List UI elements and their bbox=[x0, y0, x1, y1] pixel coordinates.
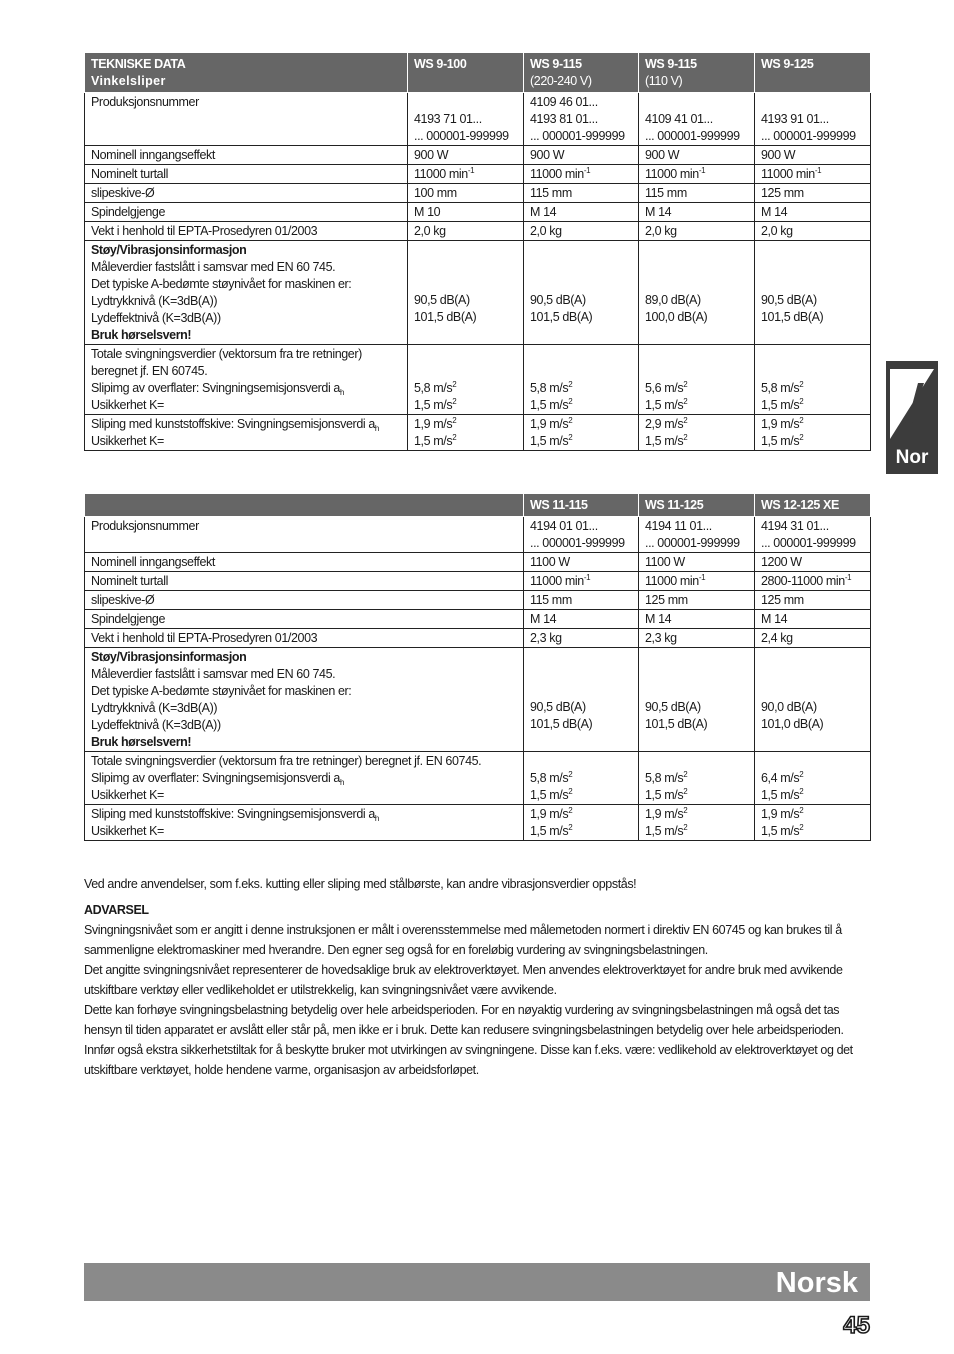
table-cell bbox=[639, 805, 755, 841]
noise-text: Lydtrykknivå (K=3dB(A)) bbox=[91, 294, 218, 308]
vibration-value: 5,8 m/s bbox=[530, 771, 569, 785]
table-header-row bbox=[85, 53, 871, 93]
table-cell: 115 mm bbox=[524, 184, 639, 203]
column-model: WS 9-115 bbox=[530, 57, 582, 71]
noise-text: Måleverdier fastslått i samsvar med EN 60 745. bbox=[91, 667, 336, 681]
unit-exponent: 2 bbox=[452, 397, 457, 406]
production-number: 4109 46 01... bbox=[530, 95, 598, 109]
table-cell: 125 mm bbox=[755, 591, 871, 610]
table-cell: 2,0 kg bbox=[639, 222, 755, 241]
hearing-protection-note: Bruk hørselsvern! bbox=[91, 328, 192, 342]
table-row bbox=[85, 93, 871, 146]
noise-title: Støy/Vibrasjonsinformasjon bbox=[91, 650, 247, 664]
table-cell: M 10 bbox=[408, 203, 524, 222]
warning-paragraph: Det angitte svingningsnivået representerer de hovedsaklige bruk av elektroverktøyet. Men anvendes elektroverktøyet for andre bruk med avvikende utskiftbare verktøy eller vedlikeholdet er utilstrekkelig, kan svingningsnivået være avvikende. bbox=[84, 963, 843, 997]
production-number: 4194 01 01... bbox=[530, 519, 598, 533]
table-row bbox=[85, 203, 871, 222]
uncertainty-value: 1,5 m/s bbox=[645, 824, 684, 838]
unit-exponent: -1 bbox=[698, 573, 706, 582]
table-cell bbox=[639, 517, 755, 553]
vibration-value: 5,8 m/s bbox=[414, 381, 453, 395]
vibration-value: 1,9 m/s bbox=[761, 417, 800, 431]
column-voltage: (110 V) bbox=[645, 74, 683, 88]
row-label: slipeskive-Ø bbox=[85, 591, 524, 610]
sound-power: 101,5 dB(A) bbox=[414, 310, 477, 324]
noise-title: Støy/Vibrasjonsinformasjon bbox=[91, 243, 247, 257]
table-row bbox=[85, 629, 871, 648]
unit-exponent: 2 bbox=[452, 380, 457, 389]
speed-value: 11000 min bbox=[645, 574, 699, 588]
unit-exponent: -1 bbox=[814, 166, 822, 175]
table-cell: 115 mm bbox=[639, 184, 755, 203]
uncertainty-value: 1,5 m/s bbox=[414, 398, 453, 412]
sound-pressure: 90,5 dB(A) bbox=[414, 293, 470, 307]
table-cell bbox=[524, 415, 639, 451]
serial-range: ... 000001-999999 bbox=[645, 129, 740, 143]
table-cell bbox=[755, 415, 871, 451]
table-cell bbox=[524, 805, 639, 841]
table-row-noise bbox=[85, 241, 871, 345]
notes-section bbox=[84, 874, 874, 1080]
row-label: Spindelgjenge bbox=[85, 610, 524, 629]
table-cell bbox=[639, 241, 755, 345]
table-title-cell bbox=[85, 53, 408, 93]
serial-range: ... 000001-999999 bbox=[530, 536, 625, 550]
column-header bbox=[408, 53, 524, 93]
table-cell bbox=[755, 345, 871, 415]
warning-paragraph: Svingningsnivået som er angitt i denne instruksjonen er målt i overensstemmelse med målemetoden normert i direktiv EN 60745 og kan brukes til å sammenligne elektromaskiner med hverandre. Den egner seg også for en foreløbig vurdering av svingningsbelastningen. bbox=[84, 923, 842, 957]
vibration-value: 1,9 m/s bbox=[530, 807, 569, 821]
vibration-text: Sliping med kunststoffskive: Svingningsemisjonsverdi a bbox=[91, 417, 375, 431]
row-label: Produksjonsnummer bbox=[85, 93, 408, 146]
table-cell bbox=[524, 93, 639, 146]
table-cell bbox=[639, 415, 755, 451]
table-row bbox=[85, 572, 871, 591]
warning-icon bbox=[890, 369, 934, 439]
sound-power: 101,0 dB(A) bbox=[761, 717, 824, 731]
unit-exponent: 2 bbox=[568, 823, 573, 832]
vibration-text: Slipimg av overflater: Svingningsemisjonsverdi a bbox=[91, 381, 340, 395]
unit-exponent: 2 bbox=[799, 770, 804, 779]
table-cell: 2,3 kg bbox=[639, 629, 755, 648]
uncertainty-value: 1,5 m/s bbox=[761, 824, 800, 838]
noise-info-cell bbox=[85, 241, 408, 345]
tech-data-table-2 bbox=[84, 493, 871, 841]
column-model: WS 9-100 bbox=[414, 57, 467, 71]
footer-language: Norsk bbox=[775, 1267, 858, 1299]
subscript: h bbox=[339, 388, 345, 397]
table-cell bbox=[639, 752, 755, 805]
column-header: WS 11-125 bbox=[639, 494, 755, 517]
vibration-text: Totale svingningsverdier (vektorsum fra tre retninger) beregnet jf. EN 60745. bbox=[91, 754, 482, 768]
vibration-text: Usikkerhet K= bbox=[91, 434, 164, 448]
warning-paragraph: Dette kan forhøye svingningsbelastning betydelig over hele arbeidsperioden. For en nøyaktig vurdering av svingningsbelastningen må også det tas hensyn til tiden apparatet er avslått eller står på, men ikke er i bruk. Dette kan redusere svingningsbelastningen betydelig over hele arbeidsperioden. bbox=[84, 1003, 844, 1037]
table-cell bbox=[755, 241, 871, 345]
unit-exponent: 2 bbox=[799, 397, 804, 406]
uncertainty-value: 1,5 m/s bbox=[530, 398, 569, 412]
vibration-value: 1,9 m/s bbox=[645, 807, 684, 821]
column-header: WS 11-115 bbox=[524, 494, 639, 517]
vibration-info-cell bbox=[85, 805, 524, 841]
table-cell bbox=[755, 93, 871, 146]
speed-value: 11000 min bbox=[761, 167, 815, 181]
table-cell: M 14 bbox=[639, 203, 755, 222]
unit-exponent: 2 bbox=[799, 806, 804, 815]
unit-exponent: 2 bbox=[568, 787, 573, 796]
table-header-row bbox=[85, 494, 871, 517]
vibration-info-cell bbox=[85, 345, 408, 415]
unit-exponent: 2 bbox=[799, 416, 804, 425]
vibration-value: 5,8 m/s bbox=[645, 771, 684, 785]
table-cell bbox=[755, 752, 871, 805]
table-row-noise bbox=[85, 648, 871, 752]
uncertainty-value: 1,5 m/s bbox=[761, 788, 800, 802]
speed-value: 11000 min bbox=[530, 574, 584, 588]
vibration-text: Usikkerhet K= bbox=[91, 398, 164, 412]
unit-exponent: 2 bbox=[568, 416, 573, 425]
table-cell bbox=[755, 648, 871, 752]
column-model: WS 9-125 bbox=[761, 57, 814, 71]
side-tab-label: Nor bbox=[895, 447, 929, 468]
unit-exponent: 2 bbox=[799, 787, 804, 796]
table-cell bbox=[639, 93, 755, 146]
table-row bbox=[85, 184, 871, 203]
uncertainty-value: 1,5 m/s bbox=[645, 398, 684, 412]
sound-pressure: 90,0 dB(A) bbox=[761, 700, 817, 714]
column-voltage: (220-240 V) bbox=[530, 74, 592, 88]
row-label: Nominell inngangseffekt bbox=[85, 146, 408, 165]
vibration-value: 1,9 m/s bbox=[414, 417, 453, 431]
vibration-value: 5,6 m/s bbox=[645, 381, 684, 395]
vibration-info-cell bbox=[85, 752, 524, 805]
noise-info-cell bbox=[85, 648, 524, 752]
sound-pressure: 90,5 dB(A) bbox=[761, 293, 817, 307]
unit-exponent: 2 bbox=[799, 433, 804, 442]
unit-exponent: 2 bbox=[568, 433, 573, 442]
unit-exponent: 2 bbox=[683, 770, 688, 779]
sound-pressure: 89,0 dB(A) bbox=[645, 293, 701, 307]
hearing-protection-note: Bruk hørselsvern! bbox=[91, 735, 192, 749]
table-cell bbox=[755, 517, 871, 553]
row-label: Vekt i henhold til EPTA-Prosedyren 01/2003 bbox=[85, 222, 408, 241]
table-cell: 900 W bbox=[408, 146, 524, 165]
noise-text: Måleverdier fastslått i samsvar med EN 60 745. bbox=[91, 260, 336, 274]
speed-value: 11000 min bbox=[530, 167, 584, 181]
sound-power: 101,5 dB(A) bbox=[530, 717, 593, 731]
production-number: 4193 91 01... bbox=[761, 112, 829, 126]
table-row bbox=[85, 146, 871, 165]
unit-exponent: -1 bbox=[583, 166, 591, 175]
table-cell bbox=[755, 572, 871, 591]
unit-exponent: -1 bbox=[844, 573, 852, 582]
table-cell: 2,4 kg bbox=[755, 629, 871, 648]
sound-pressure: 90,5 dB(A) bbox=[530, 293, 586, 307]
table-cell: 115 mm bbox=[524, 591, 639, 610]
unit-exponent: -1 bbox=[583, 573, 591, 582]
table-cell bbox=[524, 241, 639, 345]
table-cell bbox=[408, 415, 524, 451]
table-cell: 125 mm bbox=[755, 184, 871, 203]
warning-paragraph: Innfør også ekstra sikkerhetstiltak for å beskytte bruker mot utvirkingen av svingningene. Disse kan f.eks. være: vedlikehold av elektroverktøyet og det utskiftbare verktøyet, holde hendene varme, organisasjon av arbeidsforløpet. bbox=[84, 1043, 853, 1077]
vibration-value: 1,9 m/s bbox=[530, 417, 569, 431]
uncertainty-value: 1,5 m/s bbox=[530, 434, 569, 448]
unit-exponent: 2 bbox=[683, 433, 688, 442]
table-cell: M 14 bbox=[639, 610, 755, 629]
unit-exponent: 2 bbox=[568, 806, 573, 815]
production-number: 4194 11 01... bbox=[645, 519, 712, 533]
table-row bbox=[85, 553, 871, 572]
table-cell bbox=[408, 165, 524, 184]
unit-exponent: 2 bbox=[683, 380, 688, 389]
noise-text: Det typiske A-bedømte støynivået for maskinen er: bbox=[91, 277, 352, 291]
unit-exponent: 2 bbox=[683, 416, 688, 425]
production-number: 4193 71 01... bbox=[414, 112, 482, 126]
table-row-vibration bbox=[85, 415, 871, 451]
table-cell: 1100 W bbox=[639, 553, 755, 572]
table-cell bbox=[408, 345, 524, 415]
table-cell bbox=[755, 805, 871, 841]
unit-exponent: 2 bbox=[799, 380, 804, 389]
row-label: Nominelt turtall bbox=[85, 165, 408, 184]
vibration-text: Usikkerhet K= bbox=[91, 788, 164, 802]
vibration-value: 5,8 m/s bbox=[530, 381, 569, 395]
footer-bar bbox=[84, 1263, 870, 1301]
table-cell bbox=[524, 572, 639, 591]
sound-power: 101,5 dB(A) bbox=[530, 310, 593, 324]
serial-range: ... 000001-999999 bbox=[530, 129, 625, 143]
sound-pressure: 90,5 dB(A) bbox=[645, 700, 701, 714]
unit-exponent: 2 bbox=[568, 397, 573, 406]
table-cell bbox=[408, 93, 524, 146]
table-title-cell bbox=[85, 494, 524, 517]
vibration-value: 5,8 m/s bbox=[761, 381, 800, 395]
table-cell: 900 W bbox=[524, 146, 639, 165]
unit-exponent: 2 bbox=[683, 397, 688, 406]
vibration-text: Totale svingningsverdier (vektorsum fra tre retninger) bbox=[91, 347, 362, 361]
unit-exponent: 2 bbox=[452, 433, 457, 442]
table-cell: 900 W bbox=[755, 146, 871, 165]
vibration-text: beregnet jf. EN 60745. bbox=[91, 364, 208, 378]
unit-exponent: 2 bbox=[683, 787, 688, 796]
table-cell bbox=[524, 517, 639, 553]
serial-range: ... 000001-999999 bbox=[761, 536, 856, 550]
table-cell: M 14 bbox=[524, 610, 639, 629]
uncertainty-value: 1,5 m/s bbox=[414, 434, 453, 448]
vibration-text: Sliping med kunststoffskive: Svingningsemisjonsverdi a bbox=[91, 807, 375, 821]
subscript: h bbox=[374, 424, 379, 433]
table-cell bbox=[639, 572, 755, 591]
tech-data-table-1 bbox=[84, 52, 871, 451]
unit-exponent: 2 bbox=[799, 823, 804, 832]
table-cell: 100 mm bbox=[408, 184, 524, 203]
page-number: 45 bbox=[843, 1312, 870, 1339]
noise-text: Lydeffektnivå (K=3dB(A)) bbox=[91, 718, 221, 732]
column-header bbox=[755, 53, 871, 93]
column-header bbox=[639, 53, 755, 93]
vibration-value: 1,9 m/s bbox=[761, 807, 800, 821]
other-use-note: Ved andre anvendelser, som f.eks. kutting eller sliping med stålbørste, kan andre vibrasjonsverdier oppstås! bbox=[84, 877, 637, 891]
production-number: 4194 31 01... bbox=[761, 519, 829, 533]
table-row bbox=[85, 517, 871, 553]
table-cell bbox=[639, 165, 755, 184]
table-cell bbox=[524, 648, 639, 752]
production-number: 4109 41 01... bbox=[645, 112, 713, 126]
noise-text: Lydtrykknivå (K=3dB(A)) bbox=[91, 701, 218, 715]
side-language-tab bbox=[886, 361, 938, 474]
noise-text: Lydeffektnivå (K=3dB(A)) bbox=[91, 311, 221, 325]
table-row-vibration bbox=[85, 345, 871, 415]
warning-title: ADVARSEL bbox=[84, 903, 149, 917]
table-cell bbox=[524, 752, 639, 805]
row-label: Nominell inngangseffekt bbox=[85, 553, 524, 572]
table-cell bbox=[639, 648, 755, 752]
table-row bbox=[85, 591, 871, 610]
uncertainty-value: 1,5 m/s bbox=[530, 824, 569, 838]
speed-value: 11000 min bbox=[645, 167, 699, 181]
unit-exponent: 2 bbox=[452, 416, 457, 425]
sound-power: 101,5 dB(A) bbox=[645, 717, 708, 731]
speed-value: 2800-11000 min bbox=[761, 574, 845, 588]
uncertainty-value: 1,5 m/s bbox=[645, 788, 684, 802]
table-cell: 1200 W bbox=[755, 553, 871, 572]
uncertainty-value: 1,5 m/s bbox=[645, 434, 684, 448]
uncertainty-value: 1,5 m/s bbox=[761, 398, 800, 412]
table-cell: M 14 bbox=[755, 203, 871, 222]
unit-exponent: -1 bbox=[698, 166, 706, 175]
subscript: h bbox=[374, 814, 379, 823]
vibration-value: 6,4 m/s bbox=[761, 771, 800, 785]
column-header bbox=[524, 53, 639, 93]
row-label: slipeskive-Ø bbox=[85, 184, 408, 203]
serial-range: ... 000001-999999 bbox=[761, 129, 856, 143]
production-number: 4193 81 01... bbox=[530, 112, 598, 126]
table-row-vibration bbox=[85, 752, 871, 805]
unit-exponent: 2 bbox=[683, 823, 688, 832]
vibration-text: Usikkerhet K= bbox=[91, 824, 164, 838]
table-cell bbox=[639, 345, 755, 415]
speed-value: 11000 min bbox=[414, 167, 468, 181]
table-cell: 2,0 kg bbox=[524, 222, 639, 241]
table-cell: 1100 W bbox=[524, 553, 639, 572]
vibration-value: 2,9 m/s bbox=[645, 417, 684, 431]
serial-range: ... 000001-999999 bbox=[645, 536, 740, 550]
table-row bbox=[85, 222, 871, 241]
row-label: Produksjonsnummer bbox=[85, 517, 524, 553]
table-cell: 2,3 kg bbox=[524, 629, 639, 648]
vibration-info-cell bbox=[85, 415, 408, 451]
row-label: Nominelt turtall bbox=[85, 572, 524, 591]
vibration-text: Slipimg av overflater: Svingningsemisjonsverdi a bbox=[91, 771, 340, 785]
table-cell: 900 W bbox=[639, 146, 755, 165]
table-cell: M 14 bbox=[524, 203, 639, 222]
sound-power: 100,0 dB(A) bbox=[645, 310, 708, 324]
column-header: WS 12-125 XE bbox=[755, 494, 871, 517]
sound-pressure: 90,5 dB(A) bbox=[530, 700, 586, 714]
table-cell bbox=[524, 345, 639, 415]
table-cell: 2,0 kg bbox=[755, 222, 871, 241]
row-label: Vekt i henhold til EPTA-Prosedyren 01/2003 bbox=[85, 629, 524, 648]
sound-power: 101,5 dB(A) bbox=[761, 310, 824, 324]
unit-exponent: 2 bbox=[683, 806, 688, 815]
row-label: Spindelgjenge bbox=[85, 203, 408, 222]
unit-exponent: -1 bbox=[467, 166, 475, 175]
table-cell bbox=[755, 165, 871, 184]
table-row bbox=[85, 165, 871, 184]
table-cell bbox=[408, 241, 524, 345]
table-cell: 125 mm bbox=[639, 591, 755, 610]
table-cell: M 14 bbox=[755, 610, 871, 629]
table-subtitle: Vinkelsliper bbox=[91, 74, 166, 88]
subscript: h bbox=[339, 778, 345, 787]
table-cell: 2,0 kg bbox=[408, 222, 524, 241]
column-model: WS 9-115 bbox=[645, 57, 697, 71]
table-cell bbox=[524, 165, 639, 184]
unit-exponent: 2 bbox=[568, 380, 573, 389]
uncertainty-value: 1,5 m/s bbox=[761, 434, 800, 448]
table-row bbox=[85, 610, 871, 629]
uncertainty-value: 1,5 m/s bbox=[530, 788, 569, 802]
table-title: TEKNISKE DATA bbox=[91, 57, 186, 71]
noise-text: Det typiske A-bedømte støynivået for maskinen er: bbox=[91, 684, 352, 698]
serial-range: ... 000001-999999 bbox=[414, 129, 509, 143]
warning-icon-graphic bbox=[890, 369, 934, 439]
unit-exponent: 2 bbox=[568, 770, 573, 779]
table-row-vibration bbox=[85, 805, 871, 841]
